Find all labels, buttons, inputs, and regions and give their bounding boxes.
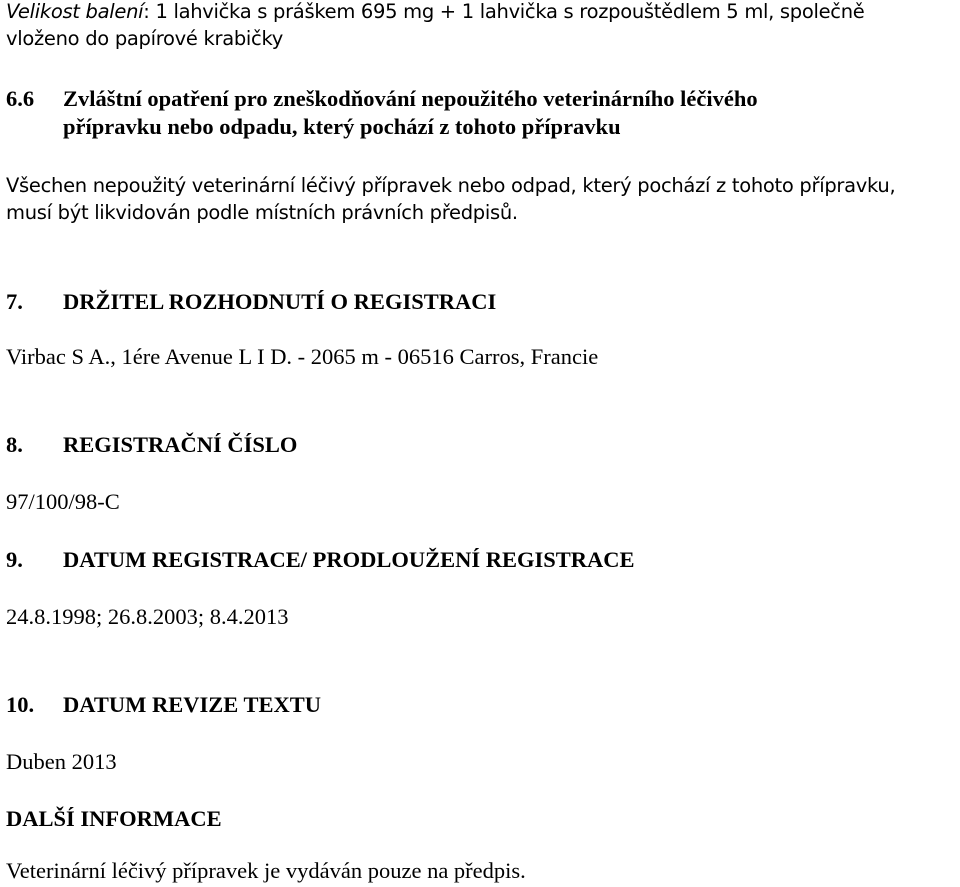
section-10-title: DATUM REVIZE TEXTU bbox=[63, 692, 321, 717]
section-6-6-title-line-1: Zvláštní opatření pro zneškodňování nepoužitého veterinárního léčivého bbox=[63, 86, 758, 111]
section-8-title: REGISTRAČNÍ ČÍSLO bbox=[63, 432, 298, 457]
section-7-body: Virbac S A., 1ére Avenue L I D. - 2065 m - 06516 Carros, Francie bbox=[6, 344, 599, 369]
pack-size-label: Velikost balení bbox=[6, 0, 144, 23]
section-8-number: 8. bbox=[6, 432, 23, 457]
section-10-number: 10. bbox=[6, 692, 35, 717]
section-8-body: 97/100/98-C bbox=[6, 489, 120, 514]
section-7-title: DRŽITEL ROZHODNUTÍ O REGISTRACI bbox=[63, 289, 497, 314]
section-7-heading bbox=[6, 289, 496, 315]
section-9-number: 9. bbox=[6, 547, 23, 572]
pack-size-line bbox=[6, 0, 865, 23]
section-10-body: Duben 2013 bbox=[6, 749, 117, 774]
pack-size-line-2: vloženo do papírové krabičky bbox=[6, 27, 284, 50]
pack-size-text: : 1 lahvička s práškem 695 mg + 1 lahvička s rozpouštědlem 5 ml, společně bbox=[143, 0, 865, 23]
section-9-body: 24.8.1998; 26.8.2003; 8.4.2013 bbox=[6, 604, 289, 629]
section-7-number: 7. bbox=[6, 289, 23, 314]
section-8-heading bbox=[6, 432, 297, 458]
section-6-6-body-line-1: Všechen nepoužitý veterinární léčivý přípravek nebo odpad, který pochází z tohoto přípravku, bbox=[6, 174, 896, 197]
section-6-6-heading-cont bbox=[6, 114, 621, 140]
further-info-body: Veterinární léčivý přípravek je vydáván pouze na předpis. bbox=[6, 858, 526, 883]
further-info-heading: DALŠÍ INFORMACE bbox=[6, 806, 222, 831]
section-6-6-heading bbox=[6, 86, 758, 112]
section-9-heading bbox=[6, 547, 635, 573]
section-6-6-number: 6.6 bbox=[6, 86, 35, 111]
section-6-6-body-line-2: musí být likvidován podle místních právních předpisů. bbox=[6, 201, 518, 224]
section-9-title: DATUM REGISTRACE/ PRODLOUŽENÍ REGISTRACE bbox=[63, 547, 635, 572]
section-10-heading bbox=[6, 692, 321, 718]
section-6-6-title-line-2: přípravku nebo odpadu, který pochází z tohoto přípravku bbox=[63, 114, 621, 139]
